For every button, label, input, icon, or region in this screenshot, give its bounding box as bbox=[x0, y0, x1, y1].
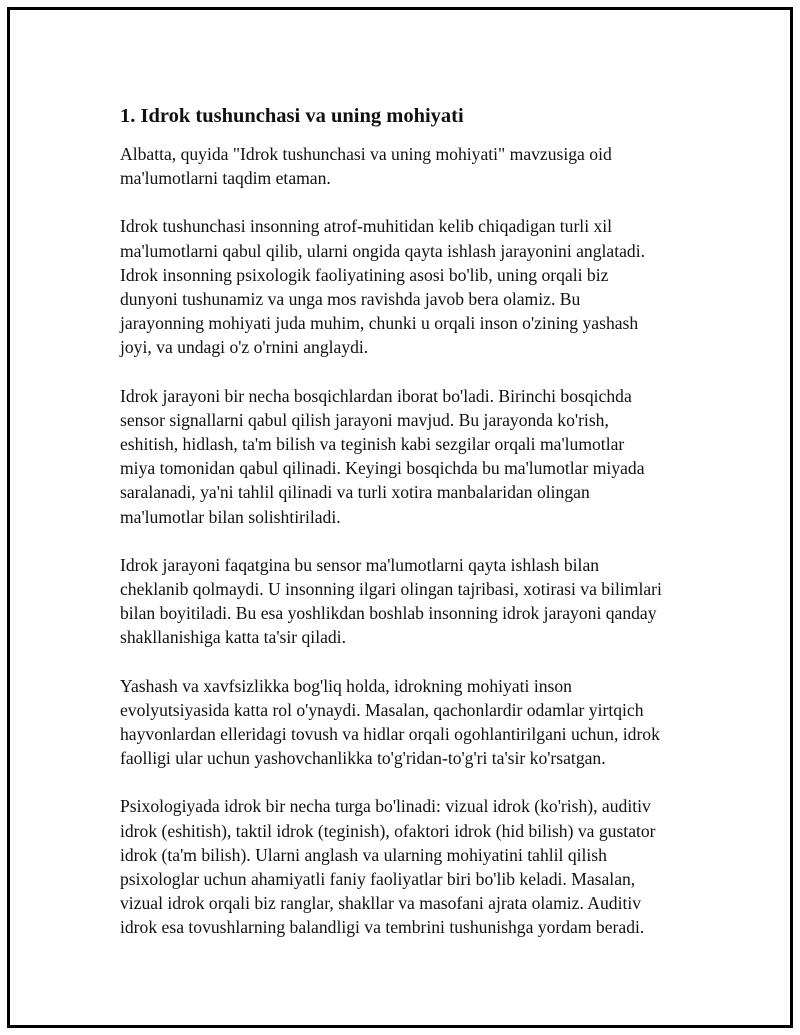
text-line: shakllanishiga katta ta'sir qiladi. bbox=[120, 627, 346, 648]
text-line: dunyoni tushunamiz va unga mos ravishda javob bera olamiz. Bu bbox=[120, 289, 581, 310]
text-line: Idrok tushunchasi insonning atrof-muhitidan kelib chiqadigan turli xil bbox=[120, 216, 613, 237]
page-border-frame bbox=[7, 7, 793, 1028]
text-line: idrok (ta'm bilish). Ularni anglash va ularning mohiyatini tahlil qilish bbox=[120, 844, 607, 865]
text-line: joyi, va undagi o'z o'rnini anglaydi. bbox=[120, 337, 369, 358]
text-line: bilan boyitiladi. Bu esa yoshlikdan boshlab insonning idrok jarayoni qanday bbox=[120, 603, 657, 624]
document-body bbox=[120, 102, 700, 964]
text-line: idrok esa tovushlarning balandligi va tembrini tushunishga yordam beradi. bbox=[120, 917, 645, 938]
text-line: cheklanib qolmaydi. U insonning ilgari olingan tajribasi, xotirasi va bilimlari bbox=[120, 579, 662, 600]
text-line: faolligi ular uchun yashovchanlikka to'g'ridan-to'g'ri ta'sir ko'rsatgan. bbox=[120, 748, 606, 769]
paragraph bbox=[120, 794, 700, 939]
text-line: sensor signallarni qabul qilish jarayoni mavjud. Bu jarayonda ko'rish, bbox=[120, 409, 609, 430]
text-line: hayvonlardan elleridagi tovush va hidlar orqali ogohlantirilgani uchun, idrok bbox=[120, 724, 660, 745]
text-line: evolyutsiyasida katta rol o'ynaydi. Masalan, qachonlardir odamlar yirtqich bbox=[120, 699, 644, 720]
document-title: 1. Idrok tushunchasi va uning mohiyati bbox=[120, 105, 464, 127]
text-line: psixologlar uchun ahamiyatli faniy faoliyatlar biri bo'lib keladi. Masalan, bbox=[120, 869, 636, 890]
text-line: Psixologiyada idrok bir necha turga bo'linadi: vizual idrok (ko'rish), auditiv bbox=[120, 796, 651, 817]
text-line: Albatta, quyida "Idrok tushunchasi va uning mohiyati" mavzusiga oid bbox=[120, 144, 612, 164]
paragraph bbox=[120, 142, 700, 190]
text-line: saralanadi, ya'ni tahlil qilinadi va turli xotira manbalaridan olingan bbox=[120, 482, 590, 503]
text-line: ma'lumotlarni qabul qilib, ularni ongida qayta ishlash jarayonini anglatadi. bbox=[120, 240, 645, 261]
text-line: Idrok insonning psixologik faoliyatining asosi bo'lib, uning orqali biz bbox=[120, 264, 609, 285]
text-line: ma'lumotlar bilan solishtiriladi. bbox=[120, 506, 341, 527]
text-line: Yashash va xavfsizlikka bog'liq holda, idrokning mohiyati inson bbox=[120, 675, 572, 696]
text-line: Idrok jarayoni faqatgina bu sensor ma'lumotlarni qayta ishlash bilan bbox=[120, 554, 600, 575]
text-line: vizual idrok orqali biz ranglar, shakllar va masofani ajrata olamiz. Auditiv bbox=[120, 893, 642, 914]
paragraph bbox=[120, 384, 700, 529]
paragraph bbox=[120, 553, 700, 650]
paragraph bbox=[120, 674, 700, 771]
text-line: idrok (eshitish), taktil idrok (teginish), ofaktori idrok (hid bilish) va gustator bbox=[120, 820, 656, 841]
text-line: jarayonning mohiyati juda muhim, chunki u orqali inson o'zining yashash bbox=[120, 313, 639, 334]
text-line: miya tomonidan qabul qilinadi. Keyingi bosqichda bu ma'lumotlar miyada bbox=[120, 458, 645, 479]
paragraph bbox=[120, 214, 700, 359]
text-line: ma'lumotlarni taqdim etaman. bbox=[120, 168, 331, 189]
text-line: Idrok jarayoni bir necha bosqichlardan iborat bo'ladi. Birinchi bosqichda bbox=[120, 385, 632, 406]
text-line: eshitish, hidlash, ta'm bilish va teginish kabi sezgilar orqali ma'lumotlar bbox=[120, 434, 625, 455]
